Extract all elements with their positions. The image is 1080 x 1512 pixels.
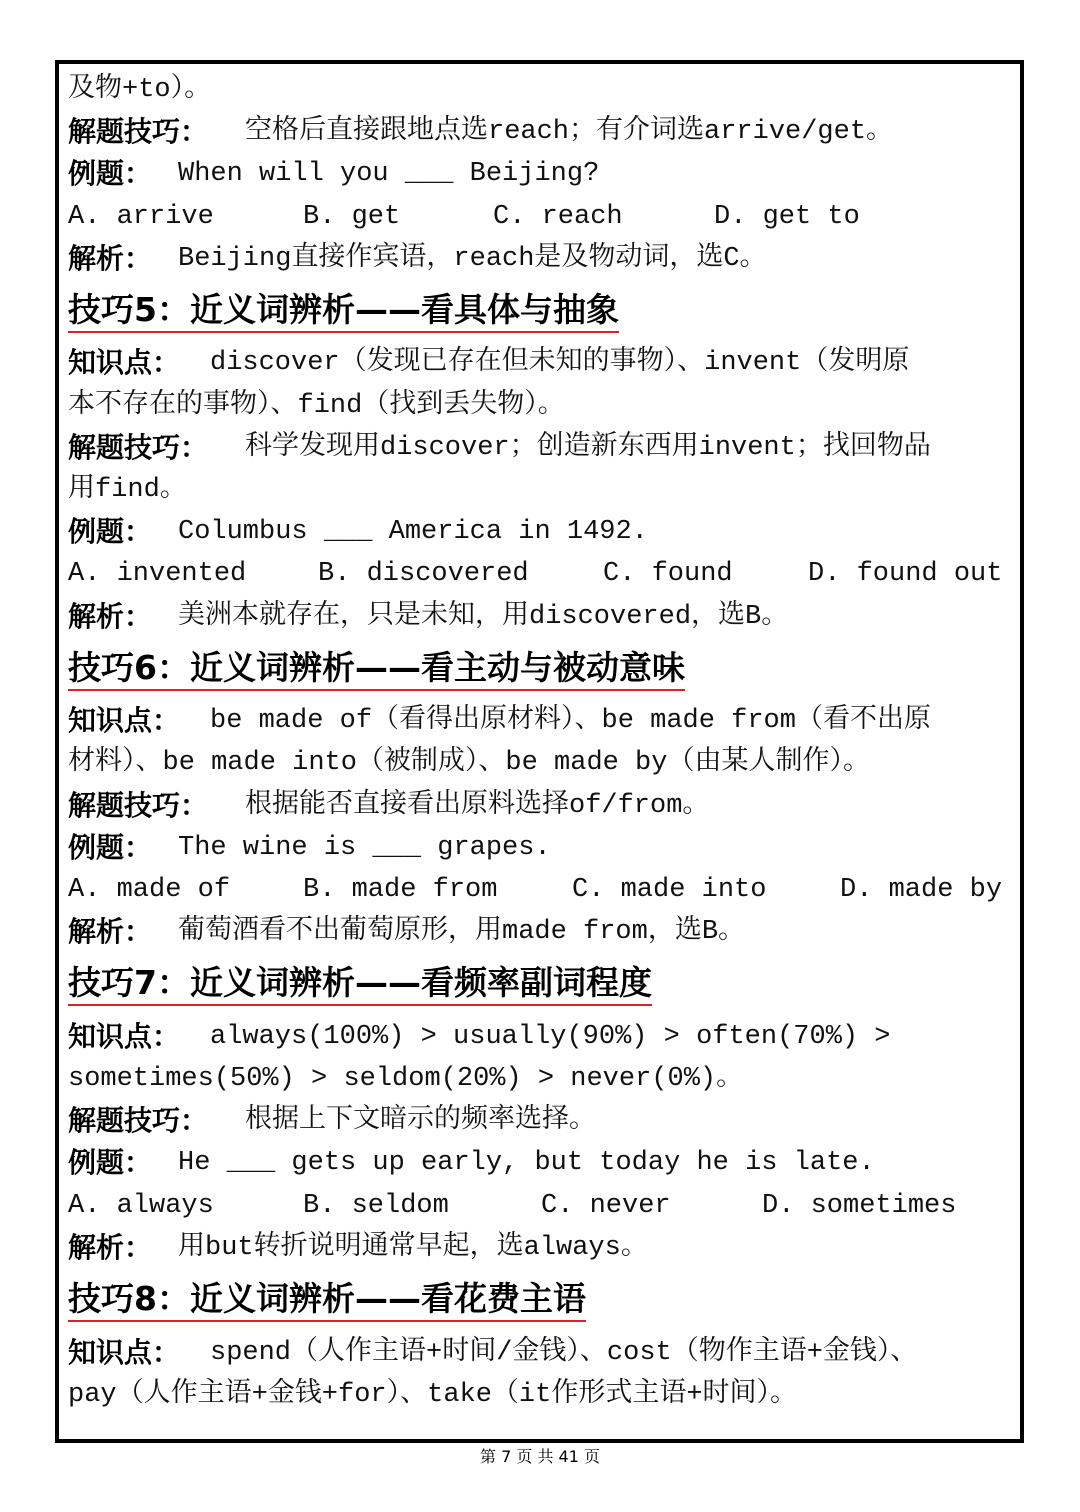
continuation-line — [68, 69, 1016, 111]
option-a: A. arrive — [68, 201, 214, 232]
section-heading: 技巧7：近义词辨析——看频率副词程度 — [68, 963, 652, 1006]
tip-line — [68, 1100, 1016, 1142]
analysis-text: 用but转折说明通常早起，选always。 — [178, 1232, 648, 1263]
options-line — [68, 196, 1016, 238]
option-d: D. made by — [840, 875, 1003, 905]
section-heading: 技巧5：近义词辨析——看具体与抽象 — [68, 290, 619, 333]
knowledge-label: 知识点： — [68, 704, 181, 738]
knowledge-line — [68, 1016, 1016, 1058]
knowledge-label: 知识点： — [68, 1335, 181, 1369]
tip-text: 根据上下文暗示的频率选择。 — [245, 1106, 596, 1137]
analysis-text: 葡萄酒看不出葡萄原形，用made from，选B。 — [178, 917, 746, 948]
option-d: D. sometimes — [762, 1190, 957, 1221]
tip-label: 解题技巧： — [68, 788, 209, 822]
example-line — [68, 511, 1016, 553]
example-question: The wine is ___ grapes. — [178, 832, 551, 863]
analysis-text: 美洲本就存在，只是未知，用discovered，选B。 — [178, 601, 789, 632]
knowledge-line-continued — [68, 742, 1016, 784]
tip-text: 根据能否直接看出原料选择of/from。 — [245, 790, 710, 821]
option-a: A. always — [68, 1190, 214, 1221]
example-question: He ___ gets up early, but today he is late. — [178, 1148, 875, 1179]
option-a: A. made of — [68, 875, 231, 905]
section-heading-row — [68, 280, 1016, 343]
analysis-line — [68, 238, 1016, 280]
knowledge-line — [68, 700, 1016, 742]
page-number-footer: 第 7 页 共 41 页 — [480, 1447, 600, 1466]
option-a: A. invented — [68, 559, 247, 590]
section-heading-row — [68, 638, 1016, 701]
tip-text: 科学发现用discover；创造新东西用invent；找回物品 — [245, 432, 931, 463]
knowledge-line-continued — [68, 1058, 1016, 1100]
tip-label: 解题技巧： — [68, 430, 209, 464]
example-question: When will you ___ Beijing? — [178, 159, 600, 190]
knowledge-line — [68, 1332, 1016, 1374]
example-question: Columbus ___ America in 1492. — [178, 517, 648, 548]
section-heading: 技巧6：近义词辨析——看主动与被动意味 — [68, 648, 685, 691]
analysis-label: 解析： — [68, 1230, 153, 1264]
knowledge-line-continued — [68, 1374, 1016, 1416]
section-heading: 技巧8：近义词辨析——看花费主语 — [68, 1279, 586, 1322]
option-c: C. never — [541, 1190, 671, 1221]
knowledge-text: sometimes(50%) > seldom(20%) > never(0%)。 — [68, 1064, 744, 1095]
tip-text: 空格后直接跟地点选reach；有介词选arrive/get。 — [245, 117, 894, 148]
example-label: 例题： — [68, 1146, 153, 1180]
example-line — [68, 153, 1016, 195]
example-line — [68, 827, 1016, 869]
example-label: 例题： — [68, 157, 153, 191]
knowledge-text: spend（人作主语+时间/金钱）、cost（物作主语+金钱）、 — [210, 1337, 918, 1368]
tip-line — [68, 427, 1016, 469]
knowledge-line — [68, 342, 1016, 384]
knowledge-text: 材料）、be made into（被制成）、be made by（由某人制作）。 — [68, 748, 870, 779]
tip-line — [68, 785, 1016, 827]
analysis-label: 解析： — [68, 241, 153, 275]
knowledge-text: discover（发现已存在但未知的事物）、invent（发明原 — [210, 348, 910, 379]
options-line — [68, 553, 1016, 595]
analysis-line — [68, 1227, 1016, 1269]
option-b: B. seldom — [303, 1190, 449, 1221]
example-label: 例题： — [68, 515, 153, 549]
section-heading-row — [68, 1269, 1016, 1332]
option-c: C. reach — [493, 201, 623, 232]
analysis-text: Beijing直接作宾语，reach是及物动词，选C。 — [178, 243, 767, 274]
tip-label: 解题技巧： — [68, 1104, 209, 1138]
example-label: 例题： — [68, 830, 153, 864]
knowledge-text: be made of（看得出原材料）、be made from（看不出原 — [210, 706, 931, 737]
option-d: D. found out — [808, 559, 1003, 590]
option-d: D. get to — [714, 201, 860, 232]
option-c: C. made into — [572, 875, 767, 905]
knowledge-label: 知识点： — [68, 346, 181, 380]
section-heading-row — [68, 953, 1016, 1016]
option-c: C. found — [603, 559, 733, 590]
analysis-label: 解析： — [68, 915, 153, 949]
tip-line — [68, 111, 1016, 153]
continuation-text: 及物+to）。 — [68, 75, 212, 105]
analysis-line — [68, 911, 1016, 953]
page-content — [68, 69, 1016, 1416]
options-line — [68, 869, 1016, 911]
tip-line-continued — [68, 469, 1016, 511]
option-b: B. get — [303, 201, 401, 232]
options-line — [68, 1185, 1016, 1227]
tip-label: 解题技巧： — [68, 115, 209, 149]
option-b: B. discovered — [318, 559, 529, 590]
knowledge-text: pay（人作主语+金钱+for）、take（it作形式主语+时间）。 — [68, 1379, 798, 1410]
knowledge-text: always(100%) > usually(90%) > often(70%) > — [210, 1021, 891, 1052]
knowledge-text: 本不存在的事物）、find（找到丢失物）。 — [68, 390, 565, 421]
tip-text: 用find。 — [68, 475, 187, 505]
knowledge-line-continued — [68, 385, 1016, 427]
option-b: B. made from — [303, 875, 498, 905]
analysis-line — [68, 596, 1016, 638]
analysis-label: 解析： — [68, 599, 153, 633]
example-line — [68, 1142, 1016, 1184]
knowledge-label: 知识点： — [68, 1019, 181, 1053]
